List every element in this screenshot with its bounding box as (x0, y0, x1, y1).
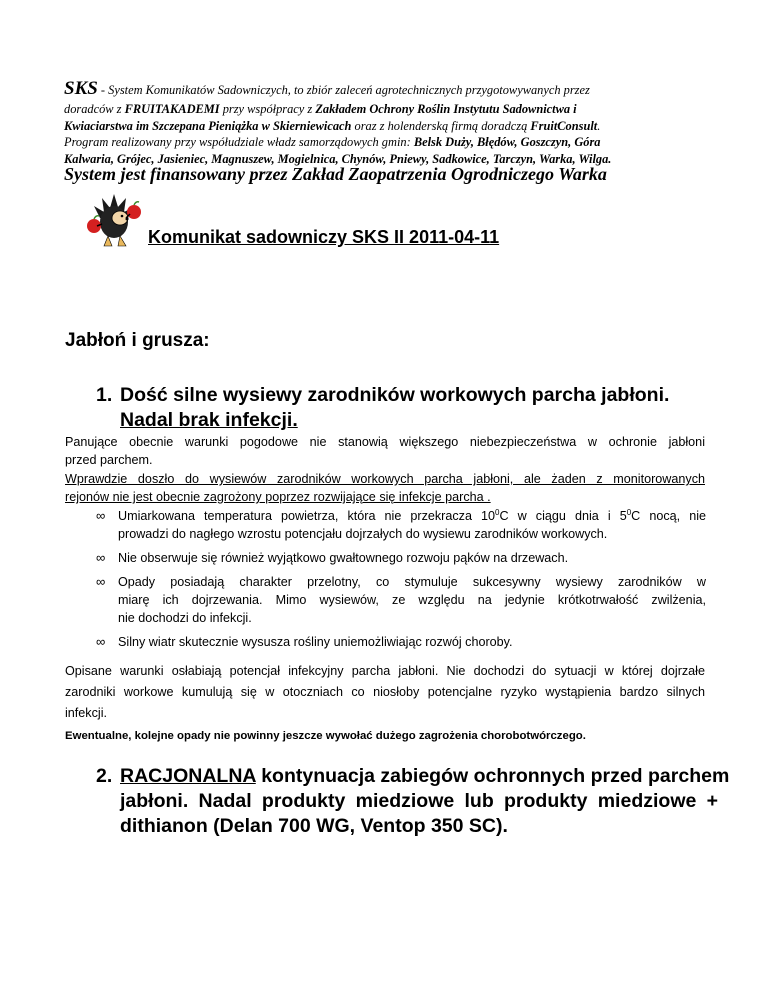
text: kontynuacja zabiegów ochronnych przed parchem (255, 765, 730, 787)
list-item-line: Opady posiadają charakter przelotny, co stymuluje sukcesywny wysiewy zarodników w (118, 575, 706, 589)
list-item (96, 573, 706, 627)
list-item-line (118, 507, 706, 525)
infinity-bullet-icon: ∞ (96, 550, 106, 565)
heading-number: 1. (96, 384, 113, 406)
paragraph-forecast: Ewentualne, kolejne opady nie powinny jeszcze wywołać dużego zagrożenia chorobotwórczego. (65, 730, 586, 742)
superscript: 0 (626, 507, 632, 517)
heading-line-underlined: Nadal brak infekcji. (120, 409, 298, 431)
institute-name: Zakładem Ochrony Roślin Instytutu Sadownictwa i (315, 102, 577, 116)
paragraph-line: rejonów nie jest obecnie zagrożony poprzez rozwijające się infekcje parcha . (65, 490, 491, 504)
bulletin-title: Komunikat sadowniczy SKS II 2011-04-11 (148, 227, 500, 247)
list-item-line: Silny wiatr skutecznie wysusza rośliny uniemożliwiając rozwój choroby. (118, 635, 513, 649)
list-item-line: prowadzi do nagłego wzrostu potencjału dojrzałych do wysiewu zarodników workowych. (118, 527, 608, 541)
municipalities-list: Belsk Duży, Błędów, Goszczyn, Góra (413, 135, 601, 149)
superscript: 0 (495, 507, 500, 517)
header-line-1 (64, 80, 724, 99)
list-item (96, 549, 706, 567)
header-line-4 (64, 133, 724, 151)
header-text: przy współpracy z (219, 102, 316, 116)
institute-name-cont: Kwiaciarstwa im Szczepana Pieniążka w Skierniewicach (64, 119, 352, 133)
hedgehog-mascot-icon (80, 188, 150, 248)
list-item (96, 633, 706, 651)
text: C nocą, nie (631, 509, 706, 523)
list-item-line: Nie obserwuje się również wyjątkowo gwałtownego rozwoju pąków na drzewach. (118, 551, 569, 565)
paragraph-line: Opisane warunki osłabiają potencjał infekcyjny parcha jabłoni. Nie dochodzi do sytuacji w której dojrzałe (65, 664, 705, 678)
header-text: . (597, 119, 601, 133)
fruitconsult-name: FruitConsult (530, 119, 598, 133)
infinity-bullet-icon: ∞ (96, 508, 106, 523)
header-text: doradców z (64, 102, 125, 116)
heading-body (120, 764, 730, 839)
paragraph-line: zarodniki workowe kumulują się w otoczniach co niosłoby potencjalne ryzyko wystąpienia bardzo silnych (65, 685, 705, 699)
list-item-line: nie dochodzi do infekcji. (118, 611, 252, 625)
paragraph-weather (65, 433, 705, 469)
paragraph-line: Wprawdzie doszło do wysiewów zarodników workowych parcha jabłoni, ale żaden z monitorowanych (65, 472, 705, 486)
heading-number: 2. (96, 765, 113, 787)
paragraph-line: Panujące obecnie warunki pogodowe nie stanowią większego niebezpieczeństwa w ochronie jabłoni (65, 435, 705, 449)
header-line-2 (64, 100, 724, 118)
header-text: Program realizowany przy współudziale władz samorządowych gmin: (64, 135, 414, 149)
header-intro-text: - System Komunikatów Sadowniczych, to zbiór zaleceń agrotechnicznych przygotowywanych przez (97, 83, 590, 97)
financing-statement: System jest finansowany przez Zakład Zaopatrzenia Ogrodniczego Warka (64, 164, 607, 184)
heading-line: jabłoni. Nadal produkty miedziowe lub produkty miedziowe + (120, 790, 718, 812)
list-item (96, 507, 706, 543)
list-item-line: miarę ich dojrzewania. Mimo wysiewów, ze względu na jedynie krótkotrwałość zwilżenia, (118, 593, 706, 607)
infinity-bullet-icon: ∞ (96, 634, 106, 649)
heading-line: dithianon (Delan 700 WG, Ventop 350 SC). (120, 815, 508, 837)
text: C w ciągu dnia i 5 (499, 509, 627, 523)
sks-label: SKS (64, 78, 98, 99)
heading-line (120, 764, 730, 789)
paragraph-spore-release (65, 470, 705, 506)
infinity-bullet-icon: ∞ (96, 574, 106, 589)
paragraph-line: przed parchem. (65, 453, 153, 467)
bullet-list (96, 507, 706, 657)
section-heading: Jabłoń i grusza: (65, 330, 210, 351)
fruitakademi-name: FRUITAKADEMI (124, 102, 220, 116)
heading-emphasis: RACJONALNA (120, 765, 256, 787)
paragraph-line: infekcji. (65, 706, 107, 720)
heading-line: Dość silne wysiewy zarodników workowych parcha jabłoni. (120, 384, 670, 406)
text: Umiarkowana temperatura powietrza, która nie przekracza 10 (118, 509, 496, 523)
header-text: oraz z holenderską firmą doradczą (351, 119, 531, 133)
municipalities-list-cont: Kalwaria, Grójec, Jasieniec, Magnuszew, Mogielnica, Chynów, Pniewy, Sadkowice, Tarczyn, Warka, Wilga. (64, 152, 612, 166)
paragraph-conclusion (65, 661, 705, 724)
